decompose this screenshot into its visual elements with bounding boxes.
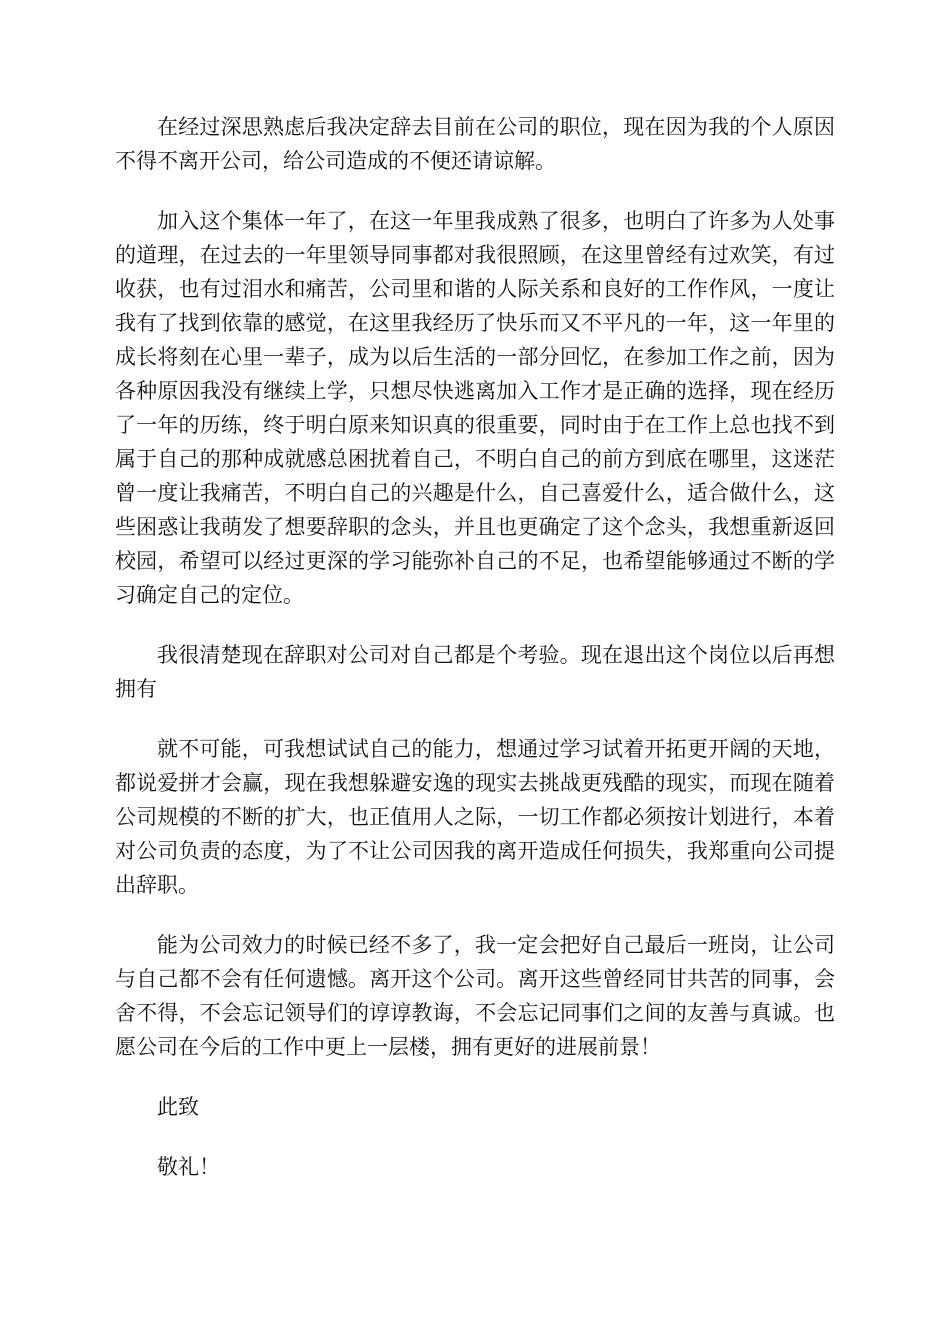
paragraph-5: 能为公司效力的时候已经不多了，我一定会把好自己最后一班岗，让公司与自己都不会有任何遗憾。离开这个公司。离开这些曾经同甘共苦的同事，会舍不得，不会忘记领导们的谆谆教诲，不会忘记同事们之间的友善与真诚。也愿公司在今后的工作中更上一层楼，拥有更好的进展前景！ (115, 933, 835, 1059)
paragraph-1: 在经过深思熟虑后我决定辞去目前在公司的职位，现在因为我的个人原因不得不离开公司，给公司造成的不便还请谅解。 (115, 115, 835, 173)
closing-regards: 敬礼！ (157, 1155, 220, 1179)
closing-salutation: 此致 (157, 1095, 199, 1119)
resignation-letter (115, 110, 835, 1210)
paragraph-2: 加入这个集体一年了，在这一年里我成熟了很多，也明白了许多为人处事的道理，在过去的一年里领导同事都对我很照顾，在这里曾经有过欢笑，有过收获，也有过泪水和痛苦，公司里和谐的人际关系和良好的工作作风，一度让我有了找到依靠的感觉，在这里我经历了快乐而又不平凡的一年，这一年里的成长将刻在心里一辈子，成为以后生活的一部分回忆，在参加工作之前，因为各种原因我没有继续上学，只想尽快逃离加入工作才是正确的选择，现在经历了一年的历练，终于明白原来知识真的很重要，同时由于在工作上总也找不到属于自己的那种成就感总困扰着自己，不明白自己的前方到底在哪里，这迷茫曾一度让我痛苦，不明白自己的兴趣是什么，自己喜爱什么，适合做什么，这些困惑让我萌发了想要辞职的念头，并且也更确定了这个念头，我想重新返回校园，希望可以经过更深的学习能弥补自己的不足，也希望能够通过不断的学习确定自己的定位。 (115, 209, 835, 607)
paragraph-4: 就不可能，可我想试试自己的能力，想通过学习试着开拓更开阔的天地，都说爱拼才会赢，现在我想躲避安逸的现实去挑战更残酷的现实，而现在随着公司规模的不断的扩大，也正值用人之际，一切工作都必须按计划进行，本着对公司负责的态度，为了不让公司因我的离开造成任何损失，我郑重向公司提出辞职。 (115, 737, 835, 897)
paragraph-3: 我很清楚现在辞职对公司对自己都是个考验。现在退出这个岗位以后再想拥有 (115, 643, 835, 701)
